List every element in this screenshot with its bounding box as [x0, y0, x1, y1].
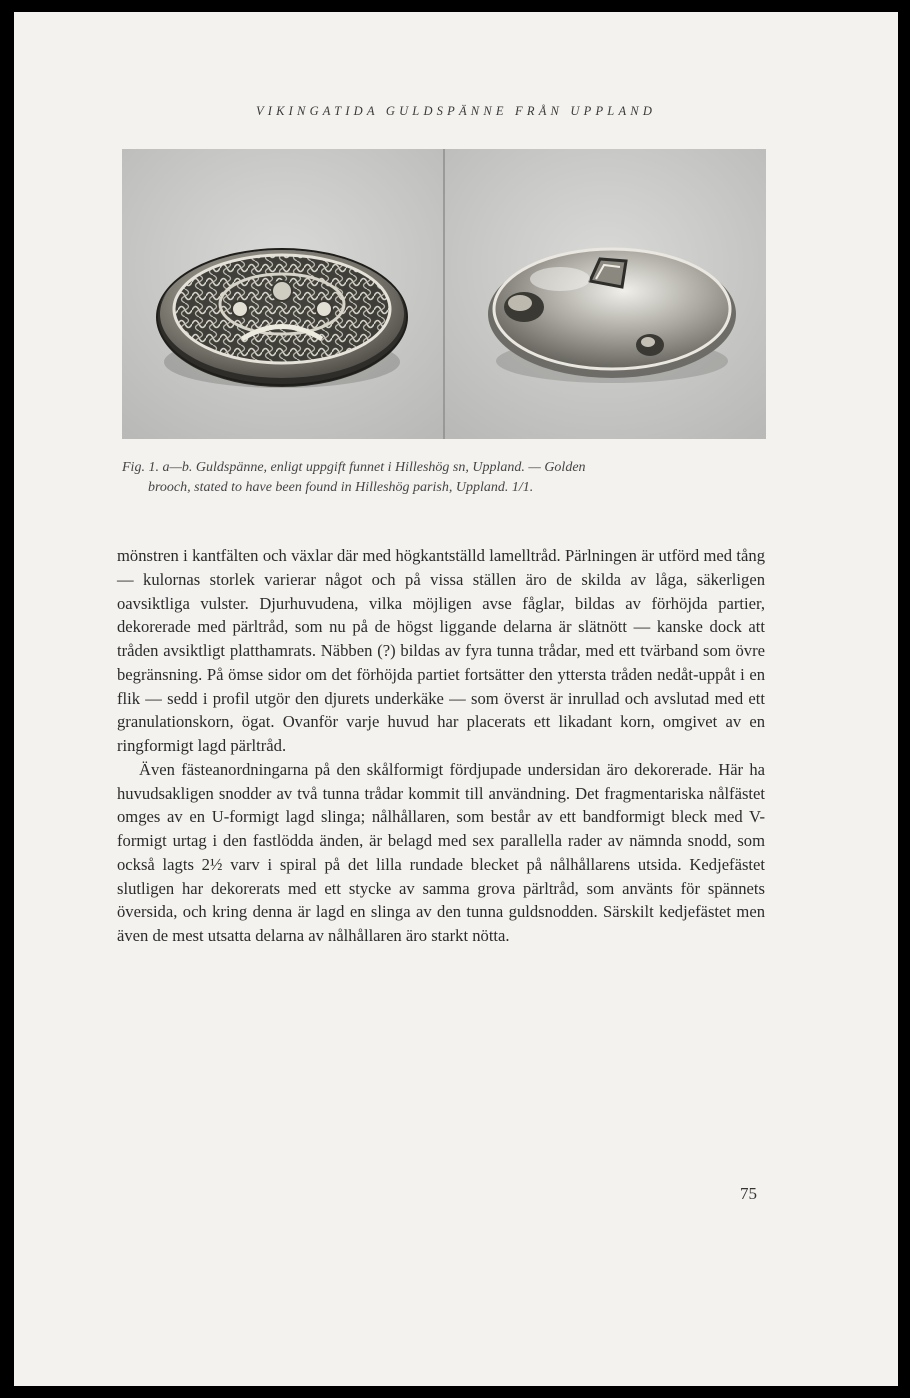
body-text	[117, 544, 765, 948]
page-number: 75	[740, 1184, 757, 1203]
paragraph-1: mönstren i kantfälten och växlar där med högkantställd lamelltråd. Pärlningen är utförd med tång — kulornas storlek varierar något och på vissa ställen äro de skilda av låga, säkerligen oavsiktliga vulster. Djurhuvudena, vilka möjligen avse fåglar, bildas av förhöjda partier, dekorerade med pärltråd, som nu på de högst liggande delarna är slätnött — kanske dock att tråden avsiktligt platthamrats. Näbben (?) bildas av fyra tunna trådar, med ett tvärband som övre begränsning. På ömse sidor om det förhöjda partiet fortsätter den yttersta tråden nedåt-uppåt i en flik — sedd i profil utgör den djurets underkäke — som överst är inrullad och avslutad med ett granulationskorn, ögat. Ovanför varje huvud har placerats ett likadant korn, omgivet av en ringformigt lagd pärltråd.	[117, 546, 765, 755]
figure-caption	[122, 458, 792, 498]
brooch-back	[488, 249, 736, 383]
caption-line-1: Fig. 1. a—b. Guldspänne, enligt uppgift funnet i Hilleshög sn, Uppland. — Golden	[122, 460, 586, 475]
brooch-front	[157, 249, 407, 388]
paragraph-2: Även fästeanordningarna på den skålformigt fördjupade undersidan äro dekorerade. Här ha huvudsakligen snodder av två tunna trådar kommit till användning. Det fragmentariska nålfästet omges av en U-formigt lagd slinga; nålhållaren, som består av ett bandformigt bleck med V-formigt urtag i den fastlödda änden, är belagd med sex parallella rader av nämnda snodd, som också lagts 2½ varv i spiral på det lilla rundade blecket på nålhållarens utsida. Kedjefästet slutligen har dekorerats med ett stycke av samma grova pärltråd, som använts för spännets översida, och kring denna är lagd en slinga av den tunna guldsnodden. Särskilt kedjefästet men även de mest utsatta delarna av nålhållaren äro starkt nötta.	[117, 759, 765, 945]
brooch-photograph	[122, 149, 766, 439]
caption-line-2: brooch, stated to have been found in Hilleshög parish, Uppland. 1/1.	[148, 480, 534, 495]
running-head: VIKINGATIDA GULDSPÄNNE FRÅN UPPLAND	[255, 104, 657, 118]
book-page	[14, 12, 898, 1386]
